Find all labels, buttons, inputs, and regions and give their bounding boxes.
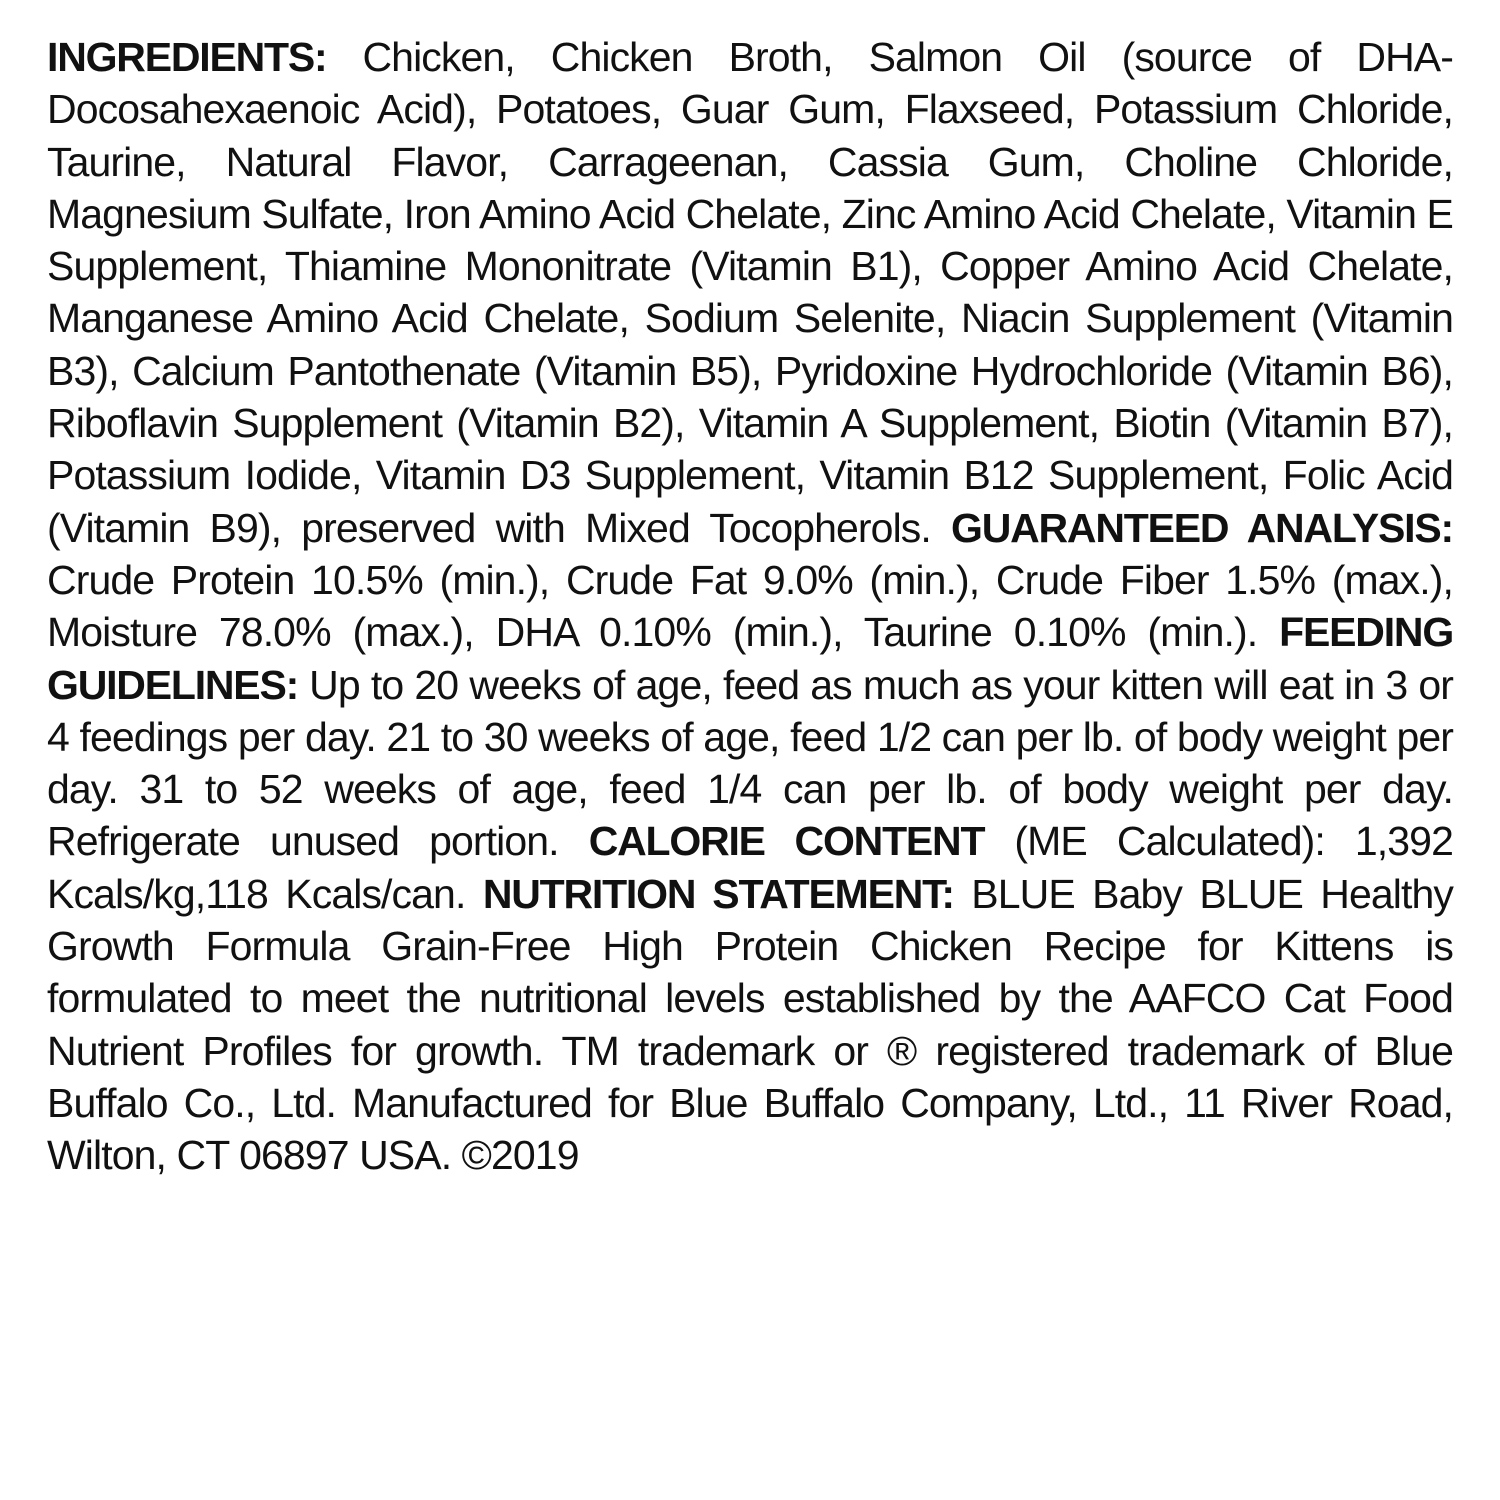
ingredients-text: Chicken, Chicken Broth, Salmon Oil (source of DHA-Docosahexaenoic Acid), Potatoes, Guar Gum, Flaxseed, Potassium Chloride, Taurine, Natural Flavor, Carrageenan, Cassia Gum, Choline Chloride, Magnesium Sulfate, Iron Amino Acid Chelate, Zinc Amino Acid Chelate, Vitamin E Supplement, Thiamine Mononitrate (Vitamin B1), Copper Amino Acid Chelate, Manganese Amino Acid Chelate, Sodium Selenite, Niacin Supplement (Vitamin B3), Calcium Pantothenate (Vitamin B5), Pyridoxine Hydrochloride (Vitamin B6), Riboflavin Supplement (Vitamin B2), Vitamin A Supplement, Biotin (Vitamin B7), Potassium Iodide, Vitamin D3 Supplement, Vitamin B12 Supplement, Folic Acid (Vitamin B9), preserved with Mixed Tocopherols. <box>47 34 1453 551</box>
calorie-content-text: (ME Calculated): 1,392 Kcals/kg,118 Kcals/can. <box>47 818 1453 917</box>
nutrition-statement-text: BLUE Baby BLUE Healthy Growth Formula Grain-Free High Protein Chicken Recipe for Kittens is formulated to meet the nutritional levels established by the AAFCO Cat Food Nutrient Profiles for growth. TM trademark or ® registered trademark of Blue Buffalo Co., Ltd. Manufactured for Blue Buffalo Company, Ltd., 11 River Road, Wilton, CT 06897 USA. ©2019 <box>47 870 1453 1179</box>
guaranteed-analysis-text: Crude Protein 10.5% (min.), Crude Fat 9.0% (min.), Crude Fiber 1.5% (max.), Moisture 78.0% (max.), DHA 0.10% (min.), Taurine 0.10% (min.). <box>47 556 1453 656</box>
feeding-guidelines-text: Up to 20 weeks of age, feed as much as your kitten will eat in 3 or 4 feedings per day. 21 to 30 weeks of age, feed 1/2 can per lb. of body weight per day. 31 to 52 weeks of age, feed 1/4 can per lb. of body weight per day. Refrigerate unused portion. <box>47 661 1453 865</box>
label-text-block <box>47 31 1453 1182</box>
calorie-content-heading: CALORIE CONTENT <box>588 818 985 865</box>
feeding-guidelines-heading: FEEDING GUIDELINES: <box>47 609 1454 708</box>
nutrition-statement-heading: NUTRITION STATEMENT: <box>482 870 954 917</box>
guaranteed-analysis-heading: GUARANTEED ANALYSIS: <box>951 504 1453 551</box>
ingredients-heading: INGREDIENTS: <box>47 34 327 80</box>
